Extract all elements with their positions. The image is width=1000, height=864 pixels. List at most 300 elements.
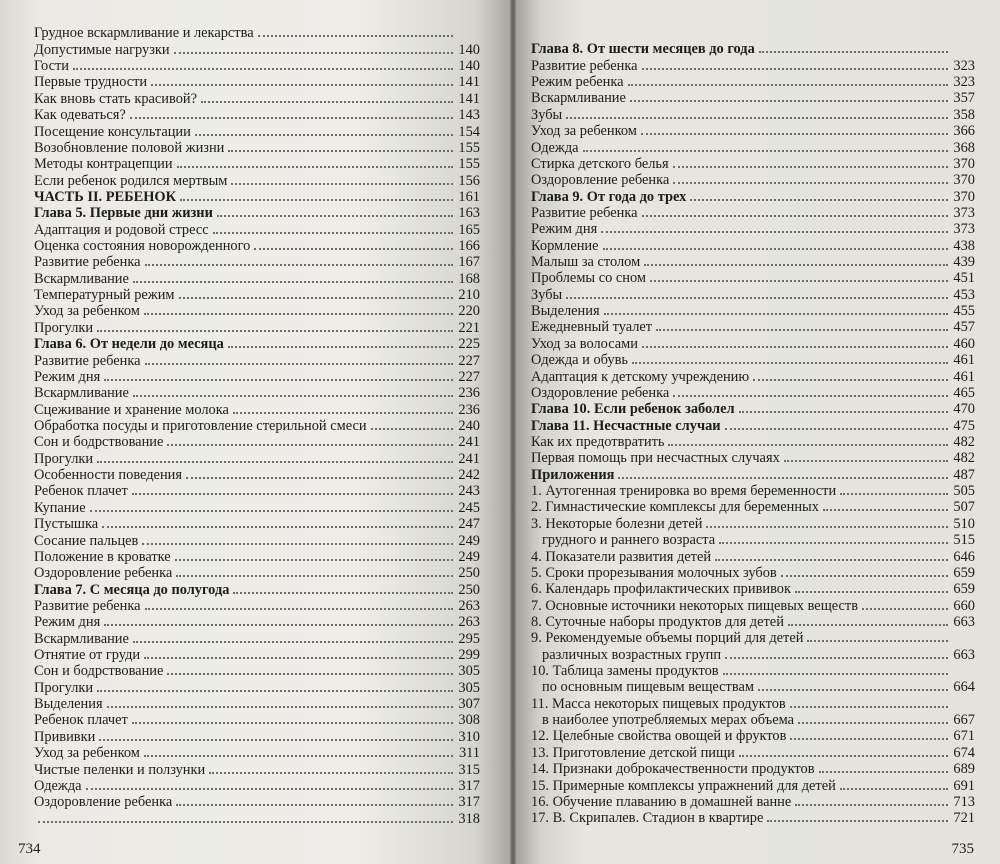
toc-entry-page: 245: [458, 499, 480, 516]
dot-leader: [823, 509, 948, 511]
toc-entry-page: 250: [458, 565, 480, 582]
dot-leader: [690, 199, 948, 201]
toc-entry-page: 263: [458, 597, 480, 614]
toc-entry-title: 17. В. Скрипалев. Стадион в квартире: [531, 810, 764, 827]
toc-entry-page: 373: [953, 204, 975, 221]
toc-entry-page: 241: [458, 450, 480, 467]
dot-leader: [176, 804, 453, 806]
toc-entry-title: Одежда и обувь: [531, 352, 628, 369]
toc-entry: [531, 401, 975, 417]
toc-entry-page: 646: [953, 548, 975, 565]
toc-entry-page: 439: [953, 254, 975, 271]
dot-leader: [179, 297, 453, 299]
toc-entry: [34, 630, 480, 646]
toc-entry-page: 227: [458, 368, 480, 385]
toc-entry-page: 236: [458, 385, 480, 402]
toc-entry-title: Вскармливание: [34, 270, 129, 287]
dot-leader: [668, 444, 948, 446]
dot-leader: [167, 444, 453, 446]
toc-entry-page: 455: [953, 303, 975, 320]
toc-entry-title: Глава 5. Первые дни жизни: [34, 205, 213, 222]
dot-leader: [583, 150, 948, 152]
dot-leader: [628, 84, 948, 86]
toc-entry-page: 161: [458, 188, 480, 205]
toc-entry: [34, 794, 480, 810]
toc-entry-page: 317: [458, 777, 480, 794]
toc-entry: [34, 385, 480, 401]
toc-entry: [531, 548, 975, 564]
toc-entry-title: 12. Целебные свойства овощей и фруктов: [531, 728, 787, 745]
toc-entry-page: 221: [458, 319, 480, 336]
toc-entry-page: 163: [458, 205, 480, 222]
toc-entry: [531, 368, 975, 384]
toc-entry-title: Режим дня: [34, 614, 101, 631]
toc-entry-title: 9. Рекомендуемые объемы порций для детей: [531, 630, 804, 647]
toc-entry: [34, 123, 480, 139]
toc-entry-page: 240: [458, 417, 480, 434]
toc-entry-title: по основным пищевым веществам: [542, 679, 754, 696]
toc-entry-title: Развитие ребенка: [531, 57, 638, 74]
dot-leader: [650, 280, 948, 282]
toc-entry: [34, 336, 480, 352]
dot-leader: [656, 329, 948, 331]
toc-entry: [531, 335, 975, 351]
toc-entry: [34, 401, 480, 417]
dot-leader: [228, 150, 453, 152]
toc-entry: [34, 549, 480, 565]
toc-entry: [531, 712, 975, 728]
toc-entry-title: 16. Обучение плаванию в домашней ванне: [531, 793, 792, 810]
dot-leader: [133, 281, 453, 283]
toc-entry-page: 674: [953, 744, 975, 761]
toc-entry: [531, 237, 975, 253]
dot-leader: [862, 608, 948, 610]
dot-leader: [102, 526, 453, 528]
toc-entry-title: 14. Признаки доброкачественности продуктов: [531, 761, 815, 778]
toc-entry: [531, 565, 975, 581]
toc-entry-page: 461: [953, 352, 975, 369]
dot-leader: [788, 624, 948, 626]
toc-entry-title: Если ребенок родился мертвым: [34, 172, 228, 189]
toc-entry-title: Положение в кроватке: [34, 548, 171, 565]
toc-entry: [34, 434, 480, 450]
toc-entry-title: Обработка посуды и приготовление стерильной смеси: [34, 417, 367, 434]
dot-leader: [97, 461, 453, 463]
toc-entry: [34, 156, 480, 172]
toc-entry-title: 6. Календарь профилактических прививок: [531, 581, 791, 598]
dot-leader: [642, 346, 948, 348]
dot-leader: [145, 264, 453, 266]
toc-entry: [531, 483, 975, 499]
toc-entry-title: Прогулки: [34, 450, 94, 467]
toc-entry-title: Режим ребенка: [531, 74, 624, 91]
toc-entry: [34, 319, 480, 335]
dot-leader: [195, 134, 453, 136]
toc-entry: [34, 41, 480, 57]
toc-entry-title: Как вновь стать красивой?: [34, 90, 197, 107]
toc-entry-title: 2. Гимнастические комплексы для беременных: [531, 499, 819, 516]
dot-leader: [132, 722, 453, 724]
dot-leader: [145, 608, 453, 610]
dot-leader: [371, 428, 453, 430]
toc-entry-page: 236: [458, 401, 480, 418]
toc-entry-title: в наиболее употребляемых мерах объема: [542, 712, 794, 729]
toc-entry: [531, 270, 975, 286]
toc-entry-title: 4. Показатели развития детей: [531, 548, 712, 565]
toc-entry-page: 357: [953, 90, 975, 107]
toc-entry: [531, 581, 975, 597]
toc-entry-page: 317: [458, 794, 480, 811]
toc-entry: [531, 695, 975, 711]
toc-entry-title: Режим дня: [34, 368, 101, 385]
toc-entry-title: Оздоровление ребенка: [531, 384, 670, 401]
toc-entry: [531, 139, 975, 155]
toc-entry-title: Приложения: [531, 466, 615, 483]
toc-entry-page: 689: [953, 761, 975, 778]
toc-entry-page: 140: [458, 58, 480, 75]
toc-entry: [531, 188, 975, 204]
dot-leader: [73, 68, 453, 70]
toc-entry-title: Адаптация к детскому учреждению: [531, 368, 750, 385]
toc-entry-page: 305: [458, 663, 480, 680]
toc-entry: [531, 663, 975, 679]
dot-leader: [144, 755, 453, 757]
dot-leader: [174, 52, 453, 54]
toc-entry-title: 13. Приготовление детской пищи: [531, 744, 735, 761]
toc-entry-page: 691: [953, 777, 975, 794]
toc-entry-title: Чистые пеленки и ползунки: [34, 761, 206, 778]
dot-leader: [104, 624, 453, 626]
toc-entry: [531, 597, 975, 613]
toc-entry: [34, 696, 480, 712]
toc-entry: [34, 90, 480, 106]
toc-entry: [34, 810, 480, 826]
toc-entry: [531, 646, 975, 662]
toc-entry-title: Малыш за столом: [531, 254, 641, 271]
dot-leader: [566, 297, 948, 299]
toc-entry-title: Развитие ребенка: [34, 254, 141, 271]
toc-entry: [34, 418, 480, 434]
toc-entry: [531, 450, 975, 466]
toc-entry: [34, 532, 480, 548]
toc-entry: [34, 778, 480, 794]
dot-leader: [630, 100, 948, 102]
toc-entry-title: Посещение консультации: [34, 123, 191, 140]
dot-leader: [201, 101, 453, 103]
dot-leader: [604, 313, 948, 315]
toc-entry-page: 457: [953, 319, 975, 336]
toc-entry: [531, 810, 975, 826]
dot-leader: [795, 591, 948, 593]
dot-leader: [228, 346, 453, 348]
toc-entry: [34, 565, 480, 581]
toc-entry: [34, 287, 480, 303]
toc-entry-page: 250: [458, 581, 480, 598]
toc-entry-page: 154: [458, 123, 480, 140]
toc-entry-page: 155: [458, 156, 480, 173]
dot-leader: [177, 166, 453, 168]
toc-entry-page: 460: [953, 335, 975, 352]
toc-entry: [531, 417, 975, 433]
toc-entry-title: Возобновление половой жизни: [34, 139, 225, 156]
toc-entry-page: 299: [458, 647, 480, 664]
table-of-contents-left: [34, 25, 480, 827]
toc-entry-page: 220: [458, 303, 480, 320]
toc-entry-page: 515: [953, 532, 975, 549]
toc-entry-title: Оздоровление ребенка: [531, 172, 670, 189]
toc-entry-title: Одежда: [34, 777, 82, 794]
toc-entry-title: 3. Некоторые болезни детей: [531, 515, 703, 532]
toc-entry: [34, 74, 480, 90]
toc-entry-page: 505: [953, 483, 975, 500]
toc-entry-title: Как их предотвратить: [531, 433, 665, 450]
toc-entry: [531, 352, 975, 368]
toc-entry-title: Развитие ребенка: [34, 597, 141, 614]
toc-entry-title: Первые трудности: [34, 74, 148, 91]
toc-entry: [34, 270, 480, 286]
toc-entry: [34, 58, 480, 74]
toc-entry-page: 227: [458, 352, 480, 369]
toc-entry: [34, 352, 480, 368]
toc-entry-page: 166: [458, 238, 480, 255]
dot-leader: [759, 51, 948, 53]
toc-entry-page: 167: [458, 254, 480, 271]
toc-entry: [531, 744, 975, 760]
dot-leader: [840, 788, 948, 790]
toc-entry-page: 358: [953, 106, 975, 123]
dot-leader: [798, 722, 948, 724]
toc-entry: [531, 319, 975, 335]
toc-entry-title: Зубы: [531, 106, 563, 123]
toc-entry: [531, 254, 975, 270]
toc-entry-page: 308: [458, 712, 480, 729]
toc-entry: [34, 238, 480, 254]
toc-entry-title: 5. Сроки прорезывания молочных зубов: [531, 564, 777, 581]
toc-entry: [531, 515, 975, 531]
dot-leader: [723, 673, 948, 675]
page-number-right: 735: [951, 841, 974, 857]
toc-entry-page: 141: [458, 74, 480, 91]
toc-entry: [34, 679, 480, 695]
dot-leader: [644, 264, 948, 266]
toc-entry-title: Отнятие от груди: [34, 647, 141, 664]
toc-entry-page: 168: [458, 270, 480, 287]
dot-leader: [104, 379, 453, 381]
toc-entry-page: 311: [458, 745, 480, 762]
toc-entry-page: 323: [953, 57, 975, 74]
dot-leader: [673, 395, 948, 397]
dot-leader: [767, 820, 948, 822]
toc-entry-title: Допустимые нагрузки: [34, 41, 170, 58]
toc-entry-title: грудного и раннего возраста: [542, 532, 716, 549]
toc-entry-page: 713: [953, 793, 975, 810]
dot-leader: [99, 739, 453, 741]
toc-entry: [34, 581, 480, 597]
dot-leader: [180, 199, 453, 201]
dot-leader: [706, 526, 948, 528]
toc-entry-page: 671: [953, 728, 975, 745]
toc-entry-title: Оценка состояния новорожденного: [34, 238, 251, 255]
toc-entry-title: Ребенок плачет: [34, 712, 128, 729]
toc-entry-page: 318: [458, 810, 480, 827]
toc-entry-title: 8. Суточные наборы продуктов для детей: [531, 613, 784, 630]
toc-entry-page: 307: [458, 696, 480, 713]
toc-entry-page: 305: [458, 679, 480, 696]
toc-entry-page: 310: [458, 728, 480, 745]
toc-entry: [531, 794, 975, 810]
toc-entry-title: Прогулки: [34, 679, 94, 696]
dot-leader: [673, 166, 948, 168]
toc-entry: [34, 499, 480, 515]
dot-leader: [151, 84, 453, 86]
dot-leader: [840, 493, 948, 495]
toc-entry: [531, 679, 975, 695]
table-of-contents-right: [531, 41, 975, 826]
toc-entry: [34, 205, 480, 221]
toc-entry-page: 470: [953, 401, 975, 418]
dot-leader: [642, 215, 948, 217]
dot-leader: [725, 657, 948, 659]
right-page: [516, 0, 1000, 864]
toc-entry-title: Проблемы со сном: [531, 270, 646, 287]
toc-entry-page: 660: [953, 597, 975, 614]
toc-entry-page: 373: [953, 221, 975, 238]
toc-entry-title: Уход за волосами: [531, 335, 638, 352]
toc-entry: [34, 614, 480, 630]
toc-entry-title: Глава 7. С месяца до полугода: [34, 581, 230, 598]
toc-entry-page: 165: [458, 221, 480, 238]
toc-entry-title: Одежда: [531, 139, 579, 156]
dot-leader: [133, 641, 453, 643]
toc-entry-page: 225: [458, 336, 480, 353]
toc-entry-title: Вскармливание: [34, 630, 129, 647]
dot-leader: [781, 575, 948, 577]
toc-entry-page: 242: [458, 467, 480, 484]
dot-leader: [790, 706, 948, 708]
toc-entry: [34, 516, 480, 532]
toc-entry-page: 475: [953, 417, 975, 434]
toc-entry: [531, 156, 975, 172]
toc-entry-title: Уход за ребенком: [34, 745, 140, 762]
toc-entry: [34, 254, 480, 270]
toc-entry-title: Выделения: [531, 303, 600, 320]
toc-entry: [34, 712, 480, 728]
toc-entry-title: Ребенок плачет: [34, 483, 128, 500]
dot-leader: [258, 35, 453, 37]
dot-leader: [130, 117, 453, 119]
toc-entry-page: 323: [953, 74, 975, 91]
toc-entry-page: 263: [458, 614, 480, 631]
toc-entry-title: Глава 6. От недели до месяца: [34, 336, 224, 353]
toc-entry: [34, 598, 480, 614]
toc-entry-title: 7. Основные источники некоторых пищевых веществ: [531, 597, 858, 614]
toc-entry-page: 451: [953, 270, 975, 287]
toc-entry-page: 368: [953, 139, 975, 156]
toc-entry: [34, 140, 480, 156]
dot-leader: [603, 248, 948, 250]
dot-leader: [618, 477, 948, 479]
toc-entry-page: 465: [953, 384, 975, 401]
toc-entry: [531, 41, 975, 57]
toc-entry-title: Температурный режим: [34, 287, 175, 304]
toc-entry-page: 663: [953, 613, 975, 630]
toc-entry-title: Прививки: [34, 728, 96, 745]
toc-entry-title: Купание: [34, 499, 86, 516]
toc-entry: [531, 205, 975, 221]
dot-leader: [233, 412, 453, 414]
dot-leader: [753, 379, 948, 381]
toc-entry-page: 243: [458, 483, 480, 500]
dot-leader: [254, 248, 453, 250]
dot-leader: [790, 738, 948, 740]
toc-entry-page: 482: [953, 433, 975, 450]
toc-entry: [531, 123, 975, 139]
dot-leader: [725, 428, 948, 430]
toc-entry-title: Пустышка: [34, 516, 99, 533]
dot-leader: [213, 232, 453, 234]
toc-entry-title: Сон и бодрствование: [34, 663, 164, 680]
dot-leader: [144, 313, 453, 315]
toc-entry-page: 315: [458, 761, 480, 778]
toc-entry-title: Оздоровление ребенка: [34, 565, 173, 582]
toc-entry-page: 659: [953, 564, 975, 581]
toc-entry: [34, 467, 480, 483]
dot-leader: [739, 411, 948, 413]
toc-entry-page: 667: [953, 712, 975, 729]
toc-entry-title: Вскармливание: [531, 90, 626, 107]
toc-entry-title: 1. Аутогенная тренировка во время беременности: [531, 483, 837, 500]
dot-leader: [715, 559, 948, 561]
dot-leader: [632, 362, 948, 364]
toc-entry: [531, 303, 975, 319]
dot-leader: [795, 804, 948, 806]
toc-entry-title: Уход за ребенком: [34, 303, 140, 320]
dot-leader: [167, 673, 453, 675]
toc-entry: [34, 450, 480, 466]
dot-leader: [739, 755, 948, 757]
toc-entry-title: Первая помощь при несчастных случаях: [531, 450, 780, 467]
toc-entry-title: Развитие ребенка: [531, 204, 638, 221]
toc-entry-title: Грудное вскармливание и лекарства: [34, 25, 254, 42]
toc-entry-title: Сцеживание и хранение молока: [34, 401, 229, 418]
toc-entry-title: 10. Таблица замены продуктов: [531, 663, 719, 680]
toc-entry-title: Глава 8. От шести месяцев до года: [531, 41, 755, 58]
toc-entry-title: 15. Примерные комплексы упражнений для детей: [531, 777, 836, 794]
toc-entry: [531, 90, 975, 106]
toc-entry: [531, 286, 975, 302]
dot-leader: [186, 477, 453, 479]
toc-entry-page: 140: [458, 41, 480, 58]
toc-entry-page: 482: [953, 450, 975, 467]
toc-entry-page: 370: [953, 155, 975, 172]
toc-entry-title: Методы контрацепции: [34, 156, 173, 173]
toc-entry-page: 295: [458, 630, 480, 647]
dot-leader: [601, 231, 948, 233]
dot-leader: [133, 395, 453, 397]
toc-entry-title: Сосание пальцев: [34, 532, 139, 549]
dot-leader: [209, 772, 453, 774]
toc-entry: [531, 434, 975, 450]
toc-entry-page: 663: [953, 646, 975, 663]
toc-entry: [531, 777, 975, 793]
toc-entry: [531, 499, 975, 515]
toc-entry-title: Выделения: [34, 696, 103, 713]
dot-leader: [38, 821, 453, 823]
toc-entry: [34, 663, 480, 679]
toc-entry: [531, 74, 975, 90]
toc-entry-page: 510: [953, 515, 975, 532]
toc-entry: [34, 303, 480, 319]
